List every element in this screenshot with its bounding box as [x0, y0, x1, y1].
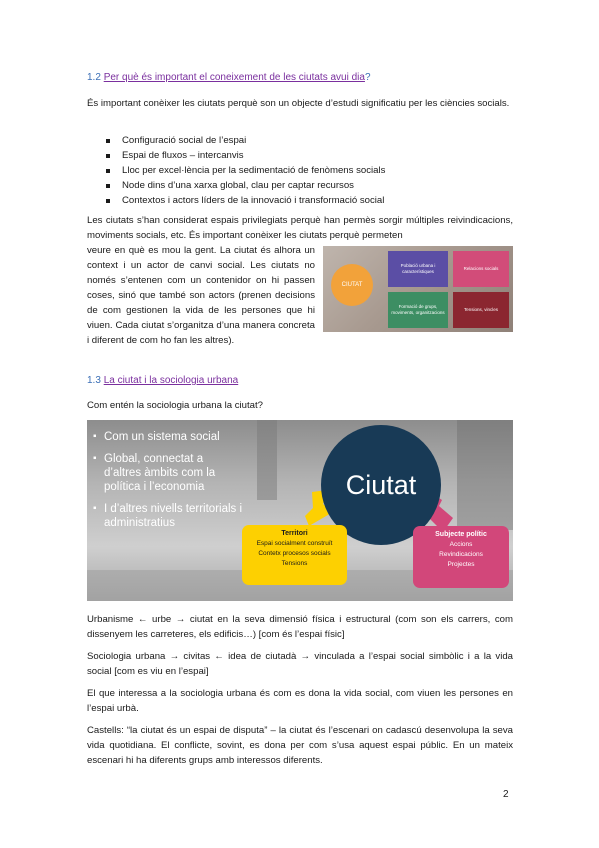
list-item: Espai de fluxos – intercanvis: [104, 148, 385, 163]
card-item: Accions: [449, 541, 473, 548]
subjecte-politic-card: [413, 526, 509, 588]
card-title: Subjecte polític: [435, 531, 487, 538]
actor-paragraph: veure en què es mou la gent. La ciutat és alhora un context i un actor de canvi social. Les ciutats no només s’entenen com un contenidor on hi passen coses, sinó que també son actors (prenen decisions de com gestionen la vida de les persones que hi viuen. Cada ciutat s’organitza d’una manera concreta i diferent de com ho fan les altres).: [87, 245, 315, 346]
list-item: Lloc per excel·lència per la sedimentació de fenòmens socials: [104, 163, 385, 178]
card-item: Espai socialment construït: [256, 540, 333, 547]
city-sociology-diagram: [87, 420, 513, 601]
card-item: Projectes: [447, 561, 475, 568]
page-number: 2: [503, 789, 509, 800]
list-item: ▪ I d’altres nivells territorials i administratius: [93, 502, 243, 530]
castells-paragraph: Castells: “la ciutat és un espai de disputa” – la ciutat és l’escenari on cadascú desenvolupa la seva vida quotidiana. El conflicte, sovint, es dona per com s’usa aquest espai públic. En un mateix escenari hi ha diferents grups amb interessos diferents.: [87, 725, 513, 766]
card-item: Contetx procesos socials: [258, 550, 331, 557]
mini-box-tensions: Tensions, vincles: [453, 292, 509, 328]
list-item: Node dins d’una xarxa global, clau per captar recursos: [104, 178, 385, 193]
mini-box-relations: Relacions socials: [453, 251, 509, 287]
section-number: 1.2: [87, 72, 104, 83]
mini-center-circle: CIUTAT: [331, 264, 373, 306]
territori-card: [242, 525, 347, 585]
section-number: 1.3: [87, 375, 104, 386]
section-title-link[interactable]: La ciutat i la sociologia urbana: [103, 375, 239, 386]
mini-box-groups: Formació de grups, moviments, organitzacions: [388, 292, 448, 328]
card-item: Revindicacions: [439, 551, 483, 558]
urbanisme-paragraph: Urbanisme ← urbe → ciutat en la seva dimensió física i estructural (com son els carrers, com dissenyem les carreteres, els edificis…) [com és l’espai físic]: [87, 614, 513, 640]
interest-paragraph: El que interessa a la sociologia urbana és com es dona la vida social, com viuen les persones en l’espai urbà.: [87, 688, 513, 714]
reasons-list: [104, 133, 385, 208]
ciutat-circle: Ciutat: [321, 425, 441, 545]
section-heading-1-2: [87, 72, 371, 83]
mini-box-population: Població urbana i característiques: [388, 251, 448, 287]
section-title-mark: ?: [364, 72, 371, 83]
intro-paragraph: És important conèixer les ciutats perquè son un objecte d’estudi significatiu per les ciències socials.: [87, 98, 510, 109]
question-line: Com entén la sociologia urbana la ciutat?: [87, 400, 263, 411]
list-item: ▪ Com un sistema social: [93, 430, 243, 444]
privileged-paragraph: Les ciutats s’han considerat espais privilegiats perquè han permès sorgir múltiples reivindicacions, moviments socials, etc. És important conèixer les ciutats perquè permeten: [87, 215, 513, 241]
section-title-link[interactable]: Per què és important el coneixement de les ciutats avui dia: [103, 72, 365, 83]
list-item: Configuració social de l’espai: [104, 133, 385, 148]
sociologia-paragraph: Sociologia urbana → civitas ← idea de ciutadà → vinculada a l’espai social simbòlic i a la vida social [com es viu en l’espai]: [87, 651, 513, 677]
city-mini-diagram: [323, 246, 513, 332]
sociology-bullets: [93, 430, 243, 538]
card-title: Territori: [281, 530, 308, 537]
section-heading-1-3: [87, 375, 238, 386]
list-item: Contextos i actors líders de la innovació i transformació social: [104, 193, 385, 208]
card-item: Tensions: [281, 560, 308, 567]
list-item: ▪ Global, connectat a d’altres àmbits com la política i l’economia: [93, 452, 243, 494]
